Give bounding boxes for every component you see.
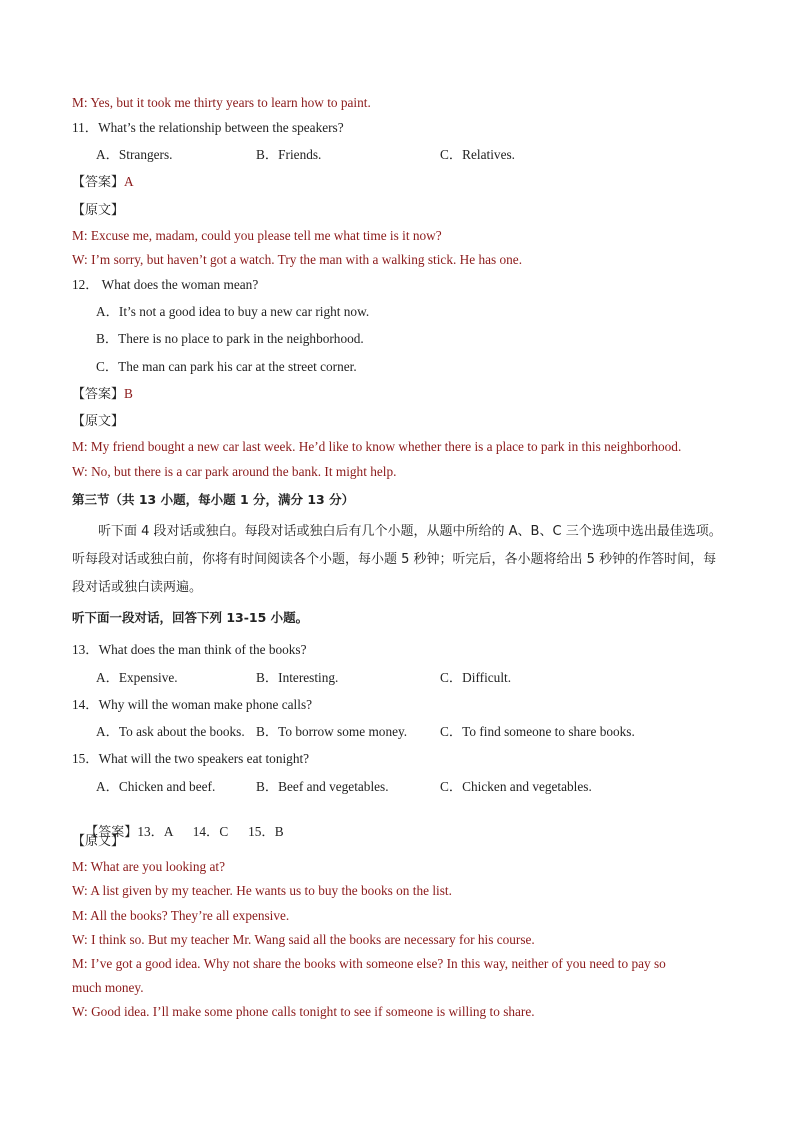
- option-b: B．Beef and vegetables.: [256, 779, 389, 794]
- option-c: C．The man can park his car at the street corner.: [96, 359, 357, 374]
- original-text-tag: 【原文】: [72, 834, 125, 849]
- transcript-line: W: Good idea. I’ll make some phone calls tonight to see if someone is willing to share.: [72, 1004, 535, 1019]
- option-a: A．Chicken and beef.: [96, 779, 216, 794]
- original-text-tag: 【原文】: [72, 414, 125, 429]
- transcript-line: W: I’m sorry, but haven’t got a watch. Try the man with a walking stick. He has one.: [72, 252, 523, 267]
- answer-value: B: [124, 386, 133, 401]
- question-15: 15．What will the two speakers eat tonight?: [72, 751, 310, 766]
- answer-line: [72, 385, 133, 404]
- question-11: 11．What’s the relationship between the speakers?: [72, 120, 344, 135]
- answer-value: A: [124, 174, 134, 189]
- question-14: 14．Why will the woman make phone calls?: [72, 697, 313, 712]
- answer-value: 13．A 14．C 15．B: [137, 824, 284, 839]
- option-b: B．Interesting.: [256, 670, 339, 685]
- transcript-line: M: My friend bought a new car last week. He’d like to know whether there is a place to park in this neighborhood.: [72, 439, 682, 454]
- question-12: 12． What does the woman mean?: [72, 277, 259, 292]
- option-a: A．To ask about the books.: [96, 724, 245, 739]
- answer-tag: 【答案】: [85, 825, 138, 840]
- option-a: A．Strangers.: [96, 147, 173, 162]
- transcript-line: W: A list given by my teacher. He wants us to buy the books on the list.: [72, 883, 452, 898]
- question-13: 13．What does the man think of the books?: [72, 642, 307, 657]
- option-a: A．It’s not a good idea to buy a new car right now.: [96, 304, 370, 319]
- transcript-line: W: I think so. But my teacher Mr. Wang said all the books are necessary for his course.: [72, 932, 535, 947]
- answer-line: [72, 173, 134, 192]
- transcript-line: M: What are you looking at?: [72, 859, 225, 874]
- option-c: C．Relatives.: [440, 147, 515, 162]
- transcript-line: M: Excuse me, madam, could you please tell me what time is it now?: [72, 228, 442, 243]
- group-heading: 听下面一段对话，回答下列 13-15 小题。: [72, 610, 309, 625]
- transcript-line: M: I’ve got a good idea. Why not share the books with someone else? In this way, neither of you need to pay so: [72, 956, 666, 971]
- option-b: B．To borrow some money.: [256, 724, 408, 739]
- original-text-tag: 【原文】: [72, 203, 125, 218]
- option-b: B．Friends.: [256, 147, 322, 162]
- option-c: C．Difficult.: [440, 670, 512, 685]
- transcript-line: W: No, but there is a car park around the bank. It might help.: [72, 464, 397, 479]
- transcript-line: M: Yes, but it took me thirty years to learn how to paint.: [72, 95, 371, 110]
- option-a: A．Expensive.: [96, 670, 178, 685]
- section-heading: 第三节（共 13 小题，每小题 1 分，满分 13 分）: [72, 492, 355, 507]
- instructions-paragraph: 听下面 4 段对话或独白。每段对话或独白后有几个小题，从题中所给的 A、B、C 三个选项中选出最佳选项。听每段对话或独白前，你将有时间阅读各个小题，每小题 5 秒钟；听完后，各小题将给出 5 秒钟的作答时间，每段对话或独白读两遍。: [72, 524, 722, 595]
- option-c: C．Chicken and vegetables.: [440, 779, 592, 794]
- option-c: C．To find someone to share books.: [440, 724, 635, 739]
- transcript-line: much money.: [72, 980, 144, 995]
- transcript-line: M: All the books? They’re all expensive.: [72, 908, 290, 923]
- option-b: B．There is no place to park in the neighborhood.: [96, 331, 364, 346]
- answer-tag: 【答案】: [72, 175, 125, 190]
- answer-tag: 【答案】: [72, 387, 125, 402]
